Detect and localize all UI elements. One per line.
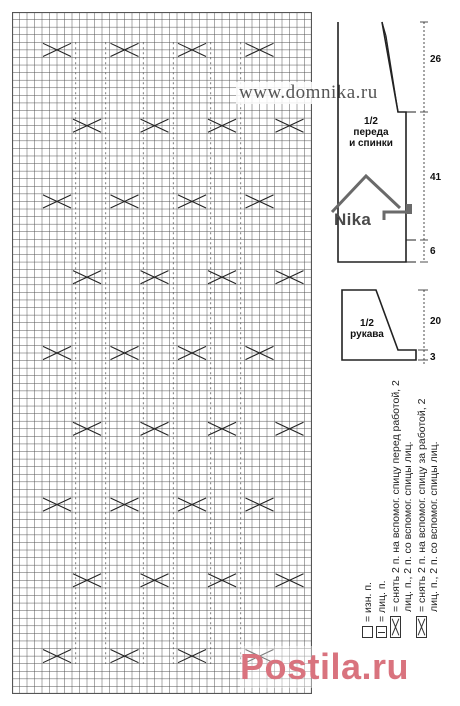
postila-watermark: Postila.ru: [240, 646, 410, 687]
house-roof-icon: [326, 168, 416, 244]
knit-icon: [376, 626, 387, 638]
nika-logo-text: Nika: [334, 210, 372, 229]
dim-20: 20: [430, 316, 442, 327]
dim-26: 26: [430, 54, 442, 65]
dim-41: 41: [430, 172, 442, 183]
sleeve-piece-label: 1/2 рукава: [350, 318, 384, 340]
body-piece-label: 1/2 переда и спинки: [349, 116, 393, 149]
cross-left-icon: [416, 616, 427, 638]
dim-6: 6: [430, 246, 436, 257]
chart-grid-svg: [12, 12, 312, 694]
chart-legend: [362, 376, 442, 638]
purl-icon: [362, 626, 373, 638]
dim-3: 3: [430, 352, 436, 363]
legend-text-cross-right: = снять 2 п. на вспомог. спицу перед работой, 2 лиц. п., 2 п. со вспомог. спицы лиц.: [390, 380, 414, 612]
legend-row-cross-right: [390, 376, 414, 638]
legend-row-knit: [376, 376, 388, 638]
legend-text-cross-left: = снять 2 п. на вспомог. спицу за работой, 2 лиц. п., 2 п. со вспомог. спицы лиц.: [416, 398, 440, 612]
nika-logo: [326, 168, 416, 244]
legend-text-purl: = изн. п.: [362, 582, 374, 622]
legend-text-knit: = лиц. п.: [376, 580, 388, 622]
legend-row-cross-left: [416, 376, 440, 638]
legend-row-purl: [362, 376, 374, 638]
site-url-watermark: www.domnika.ru: [236, 82, 381, 104]
knitting-chart: [12, 12, 312, 694]
cross-right-icon: [390, 616, 401, 638]
